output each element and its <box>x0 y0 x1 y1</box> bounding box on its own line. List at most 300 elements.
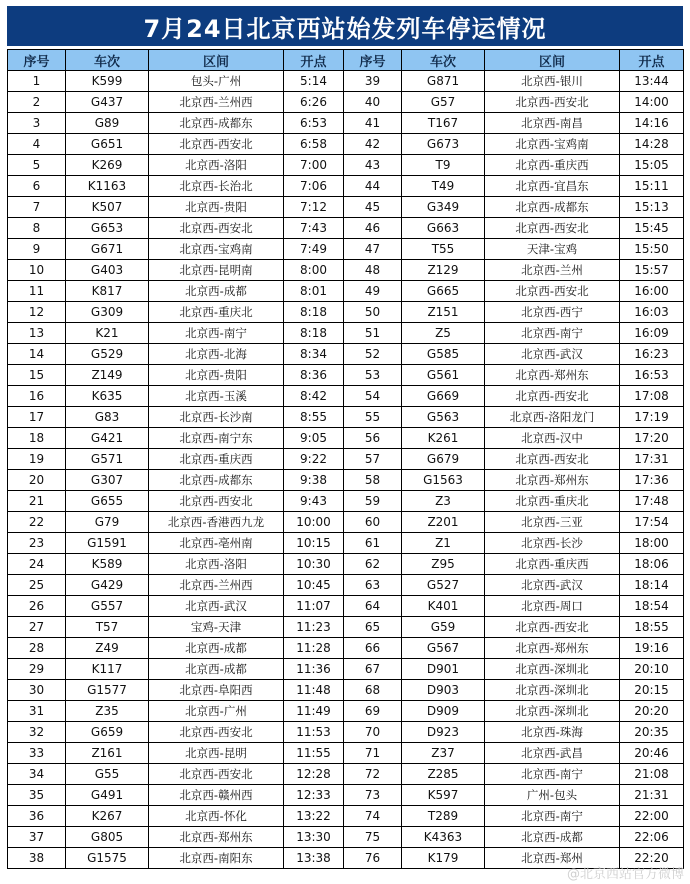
train-cell: G669 <box>402 386 485 407</box>
departure-cell: 11:28 <box>284 638 344 659</box>
train-cell: K117 <box>66 659 149 680</box>
departure-cell: 22:06 <box>620 827 684 848</box>
train-cell: G429 <box>66 575 149 596</box>
train-cell: K507 <box>66 197 149 218</box>
seq-cell: 55 <box>344 407 402 428</box>
header-train: 车次 <box>402 50 485 71</box>
departure-cell: 9:22 <box>284 449 344 470</box>
seq-cell: 12 <box>8 302 66 323</box>
train-cell: K817 <box>66 281 149 302</box>
route-cell: 包头-广州 <box>149 71 284 92</box>
table-row <box>8 617 684 638</box>
train-cell: T57 <box>66 617 149 638</box>
departure-cell: 11:23 <box>284 617 344 638</box>
route-cell: 北京西-南宁 <box>485 764 620 785</box>
route-cell: 北京西-广州 <box>149 701 284 722</box>
departure-cell: 22:20 <box>620 848 684 869</box>
train-cell: Z1 <box>402 533 485 554</box>
departure-cell: 13:44 <box>620 71 684 92</box>
train-cell: G491 <box>66 785 149 806</box>
seq-cell: 13 <box>8 323 66 344</box>
table-row <box>8 512 684 533</box>
header-seq: 序号 <box>8 50 66 71</box>
train-cell: G59 <box>402 617 485 638</box>
departure-cell: 8:18 <box>284 323 344 344</box>
train-cell: Z201 <box>402 512 485 533</box>
train-cell: G57 <box>402 92 485 113</box>
table-row <box>8 491 684 512</box>
table-row <box>8 554 684 575</box>
route-cell: 北京西-亳州南 <box>149 533 284 554</box>
seq-cell: 58 <box>344 470 402 491</box>
route-cell: 北京西-重庆北 <box>485 491 620 512</box>
train-cell: Z37 <box>402 743 485 764</box>
departure-cell: 12:33 <box>284 785 344 806</box>
departure-cell: 10:00 <box>284 512 344 533</box>
route-cell: 北京西-宝鸡南 <box>149 239 284 260</box>
train-cell: G671 <box>66 239 149 260</box>
route-cell: 北京西-宝鸡南 <box>485 134 620 155</box>
route-cell: 北京西-怀化 <box>149 806 284 827</box>
route-cell: 北京西-西安北 <box>149 764 284 785</box>
table-row <box>8 596 684 617</box>
departure-cell: 6:53 <box>284 113 344 134</box>
route-cell: 北京西-武汉 <box>485 344 620 365</box>
train-cell: T167 <box>402 113 485 134</box>
table-row <box>8 92 684 113</box>
departure-cell: 20:10 <box>620 659 684 680</box>
table-row <box>8 701 684 722</box>
seq-cell: 64 <box>344 596 402 617</box>
seq-cell: 18 <box>8 428 66 449</box>
table-row <box>8 785 684 806</box>
seq-cell: 68 <box>344 680 402 701</box>
departure-cell: 15:45 <box>620 218 684 239</box>
seq-cell: 7 <box>8 197 66 218</box>
route-cell: 北京西-重庆西 <box>485 155 620 176</box>
train-cell: Z35 <box>66 701 149 722</box>
route-cell: 北京西-郑州东 <box>485 470 620 491</box>
departure-cell: 18:55 <box>620 617 684 638</box>
table-row <box>8 638 684 659</box>
seq-cell: 66 <box>344 638 402 659</box>
route-cell: 北京西-西宁 <box>485 302 620 323</box>
seq-cell: 9 <box>8 239 66 260</box>
train-cell: Z95 <box>402 554 485 575</box>
route-cell: 北京西-南阳东 <box>149 848 284 869</box>
seq-cell: 22 <box>8 512 66 533</box>
departure-cell: 22:00 <box>620 806 684 827</box>
table-row <box>8 302 684 323</box>
route-cell: 北京西-玉溪 <box>149 386 284 407</box>
route-cell: 北京西-深圳北 <box>485 659 620 680</box>
train-cell: G1591 <box>66 533 149 554</box>
table-row <box>8 197 684 218</box>
departure-cell: 15:50 <box>620 239 684 260</box>
departure-cell: 13:22 <box>284 806 344 827</box>
departure-cell: 18:06 <box>620 554 684 575</box>
departure-cell: 20:20 <box>620 701 684 722</box>
train-cell: G421 <box>66 428 149 449</box>
train-cell: D923 <box>402 722 485 743</box>
seq-cell: 1 <box>8 71 66 92</box>
header-time: 开点 <box>284 50 344 71</box>
route-cell: 北京西-西安北 <box>485 92 620 113</box>
train-cell: T55 <box>402 239 485 260</box>
route-cell: 北京西-成都 <box>485 827 620 848</box>
seq-cell: 57 <box>344 449 402 470</box>
seq-cell: 41 <box>344 113 402 134</box>
route-cell: 北京西-长沙南 <box>149 407 284 428</box>
train-cell: Z285 <box>402 764 485 785</box>
route-cell: 北京西-武汉 <box>485 575 620 596</box>
train-cell: G871 <box>402 71 485 92</box>
route-cell: 北京西-武汉 <box>149 596 284 617</box>
route-cell: 北京西-贵阳 <box>149 197 284 218</box>
route-cell: 宝鸡-天津 <box>149 617 284 638</box>
seq-cell: 3 <box>8 113 66 134</box>
route-cell: 北京西-西安北 <box>485 218 620 239</box>
train-cell: G529 <box>66 344 149 365</box>
departure-cell: 7:43 <box>284 218 344 239</box>
route-cell: 北京西-南宁 <box>149 323 284 344</box>
table-row <box>8 176 684 197</box>
train-cell: G403 <box>66 260 149 281</box>
table-row <box>8 449 684 470</box>
route-cell: 北京西-西安北 <box>149 491 284 512</box>
table-row <box>8 722 684 743</box>
train-cell: G679 <box>402 449 485 470</box>
seq-cell: 26 <box>8 596 66 617</box>
train-cell: Z151 <box>402 302 485 323</box>
seq-cell: 51 <box>344 323 402 344</box>
train-cell: K401 <box>402 596 485 617</box>
route-cell: 北京西-洛阳 <box>149 554 284 575</box>
route-cell: 北京西-重庆北 <box>149 302 284 323</box>
route-cell: 北京西-昆明南 <box>149 260 284 281</box>
departure-cell: 11:36 <box>284 659 344 680</box>
departure-cell: 18:14 <box>620 575 684 596</box>
train-cell: G665 <box>402 281 485 302</box>
seq-cell: 17 <box>8 407 66 428</box>
watermark: @北京西站官方微博 <box>566 867 684 882</box>
departure-cell: 16:23 <box>620 344 684 365</box>
route-cell: 北京西-重庆西 <box>485 554 620 575</box>
seq-cell: 23 <box>8 533 66 554</box>
seq-cell: 74 <box>344 806 402 827</box>
departure-cell: 16:00 <box>620 281 684 302</box>
route-cell: 北京西-西安北 <box>149 722 284 743</box>
departure-cell: 18:00 <box>620 533 684 554</box>
route-cell: 北京西-赣州西 <box>149 785 284 806</box>
table-row <box>8 365 684 386</box>
departure-cell: 11:07 <box>284 596 344 617</box>
route-cell: 广州-包头 <box>485 785 620 806</box>
train-cell: G79 <box>66 512 149 533</box>
seq-cell: 71 <box>344 743 402 764</box>
route-cell: 北京西-银川 <box>485 71 620 92</box>
train-cell: G307 <box>66 470 149 491</box>
train-cell: Z5 <box>402 323 485 344</box>
seq-cell: 35 <box>8 785 66 806</box>
route-cell: 北京西-武昌 <box>485 743 620 764</box>
departure-cell: 5:14 <box>284 71 344 92</box>
train-cell: G55 <box>66 764 149 785</box>
seq-cell: 42 <box>344 134 402 155</box>
seq-cell: 28 <box>8 638 66 659</box>
seq-cell: 72 <box>344 764 402 785</box>
departure-cell: 11:49 <box>284 701 344 722</box>
seq-cell: 39 <box>344 71 402 92</box>
train-cell: K599 <box>66 71 149 92</box>
table-row <box>8 470 684 491</box>
header-seq: 序号 <box>344 50 402 71</box>
train-cell: K269 <box>66 155 149 176</box>
train-cell: K589 <box>66 554 149 575</box>
seq-cell: 59 <box>344 491 402 512</box>
train-cell: G585 <box>402 344 485 365</box>
seq-cell: 60 <box>344 512 402 533</box>
route-cell: 北京西-成都东 <box>149 113 284 134</box>
route-cell: 天津-宝鸡 <box>485 239 620 260</box>
departure-cell: 10:15 <box>284 533 344 554</box>
seq-cell: 61 <box>344 533 402 554</box>
header-route: 区间 <box>485 50 620 71</box>
table-row <box>8 827 684 848</box>
departure-cell: 8:00 <box>284 260 344 281</box>
table-row <box>8 743 684 764</box>
departure-cell: 15:05 <box>620 155 684 176</box>
departure-cell: 16:09 <box>620 323 684 344</box>
departure-cell: 10:45 <box>284 575 344 596</box>
seq-cell: 67 <box>344 659 402 680</box>
route-cell: 北京西-深圳北 <box>485 680 620 701</box>
departure-cell: 11:48 <box>284 680 344 701</box>
departure-cell: 8:36 <box>284 365 344 386</box>
departure-cell: 20:35 <box>620 722 684 743</box>
seq-cell: 47 <box>344 239 402 260</box>
train-cell: G561 <box>402 365 485 386</box>
seq-cell: 56 <box>344 428 402 449</box>
departure-cell: 17:08 <box>620 386 684 407</box>
seq-cell: 65 <box>344 617 402 638</box>
seq-cell: 53 <box>344 365 402 386</box>
seq-cell: 5 <box>8 155 66 176</box>
table-header-row <box>8 50 684 71</box>
seq-cell: 40 <box>344 92 402 113</box>
departure-cell: 14:16 <box>620 113 684 134</box>
departure-cell: 20:15 <box>620 680 684 701</box>
departure-cell: 21:08 <box>620 764 684 785</box>
route-cell: 北京西-阜阳西 <box>149 680 284 701</box>
seq-cell: 37 <box>8 827 66 848</box>
table-row <box>8 848 684 869</box>
departure-cell: 18:54 <box>620 596 684 617</box>
train-cell: T289 <box>402 806 485 827</box>
seq-cell: 76 <box>344 848 402 869</box>
departure-cell: 8:01 <box>284 281 344 302</box>
table-row <box>8 806 684 827</box>
departure-cell: 17:31 <box>620 449 684 470</box>
route-cell: 北京西-长治北 <box>149 176 284 197</box>
train-cell: G663 <box>402 218 485 239</box>
route-cell: 北京西-长沙 <box>485 533 620 554</box>
train-cell: G655 <box>66 491 149 512</box>
table-row <box>8 575 684 596</box>
route-cell: 北京西-洛阳龙门 <box>485 407 620 428</box>
route-cell: 北京西-香港西九龙 <box>149 512 284 533</box>
seq-cell: 19 <box>8 449 66 470</box>
route-cell: 北京西-西安北 <box>485 386 620 407</box>
route-cell: 北京西-成都 <box>149 281 284 302</box>
train-cell: G1575 <box>66 848 149 869</box>
train-cell: Z49 <box>66 638 149 659</box>
seq-cell: 31 <box>8 701 66 722</box>
train-cell: G1577 <box>66 680 149 701</box>
train-cell: G83 <box>66 407 149 428</box>
departure-cell: 6:26 <box>284 92 344 113</box>
seq-cell: 6 <box>8 176 66 197</box>
route-cell: 北京西-三亚 <box>485 512 620 533</box>
seq-cell: 52 <box>344 344 402 365</box>
departure-cell: 16:53 <box>620 365 684 386</box>
departure-cell: 8:34 <box>284 344 344 365</box>
train-cell: G309 <box>66 302 149 323</box>
departure-cell: 20:46 <box>620 743 684 764</box>
departure-cell: 14:28 <box>620 134 684 155</box>
train-cell: G659 <box>66 722 149 743</box>
table-row <box>8 428 684 449</box>
train-cell: G1563 <box>402 470 485 491</box>
departure-cell: 10:30 <box>284 554 344 575</box>
departure-cell: 21:31 <box>620 785 684 806</box>
header-route: 区间 <box>149 50 284 71</box>
seq-cell: 50 <box>344 302 402 323</box>
route-cell: 北京西-成都 <box>149 659 284 680</box>
train-cell: G651 <box>66 134 149 155</box>
train-cell: K1163 <box>66 176 149 197</box>
seq-cell: 20 <box>8 470 66 491</box>
departure-cell: 7:00 <box>284 155 344 176</box>
seq-cell: 15 <box>8 365 66 386</box>
table-row <box>8 155 684 176</box>
route-cell: 北京西-北海 <box>149 344 284 365</box>
route-cell: 北京西-珠海 <box>485 722 620 743</box>
departure-cell: 11:53 <box>284 722 344 743</box>
route-cell: 北京西-兰州西 <box>149 575 284 596</box>
route-cell: 北京西-洛阳 <box>149 155 284 176</box>
seq-cell: 44 <box>344 176 402 197</box>
table-row <box>8 239 684 260</box>
route-cell: 北京西-兰州西 <box>149 92 284 113</box>
departure-cell: 16:03 <box>620 302 684 323</box>
route-cell: 北京西-周口 <box>485 596 620 617</box>
train-cell: G805 <box>66 827 149 848</box>
train-cell: Z149 <box>66 365 149 386</box>
train-cell: G673 <box>402 134 485 155</box>
seq-cell: 29 <box>8 659 66 680</box>
route-cell: 北京西-西安北 <box>149 134 284 155</box>
table-row <box>8 533 684 554</box>
table-row <box>8 323 684 344</box>
seq-cell: 33 <box>8 743 66 764</box>
departure-cell: 8:18 <box>284 302 344 323</box>
departure-cell: 13:38 <box>284 848 344 869</box>
seq-cell: 11 <box>8 281 66 302</box>
train-cell: K179 <box>402 848 485 869</box>
seq-cell: 30 <box>8 680 66 701</box>
seq-cell: 16 <box>8 386 66 407</box>
seq-cell: 21 <box>8 491 66 512</box>
route-cell: 北京西-南昌 <box>485 113 620 134</box>
seq-cell: 46 <box>344 218 402 239</box>
seq-cell: 2 <box>8 92 66 113</box>
seq-cell: 75 <box>344 827 402 848</box>
route-cell: 北京西-郑州东 <box>485 365 620 386</box>
seq-cell: 36 <box>8 806 66 827</box>
table-row <box>8 659 684 680</box>
route-cell: 北京西-西安北 <box>485 449 620 470</box>
route-cell: 北京西-成都东 <box>149 470 284 491</box>
route-cell: 北京西-深圳北 <box>485 701 620 722</box>
departure-cell: 17:19 <box>620 407 684 428</box>
table-row <box>8 71 684 92</box>
header-time: 开点 <box>620 50 684 71</box>
seq-cell: 54 <box>344 386 402 407</box>
seq-cell: 49 <box>344 281 402 302</box>
train-cell: Z161 <box>66 743 149 764</box>
route-cell: 北京西-西安北 <box>485 617 620 638</box>
train-cell: Z3 <box>402 491 485 512</box>
page-title: 7月24日北京西站始发列车停运情况 <box>7 6 683 46</box>
departure-cell: 17:36 <box>620 470 684 491</box>
seq-cell: 4 <box>8 134 66 155</box>
seq-cell: 27 <box>8 617 66 638</box>
departure-cell: 8:55 <box>284 407 344 428</box>
departure-cell: 14:00 <box>620 92 684 113</box>
train-cell: G89 <box>66 113 149 134</box>
table-row <box>8 218 684 239</box>
route-cell: 北京西-西安北 <box>149 218 284 239</box>
table-row <box>8 113 684 134</box>
route-cell: 北京西-成都东 <box>485 197 620 218</box>
route-cell: 北京西-南宁东 <box>149 428 284 449</box>
route-cell: 北京西-昆明 <box>149 743 284 764</box>
train-cell: G653 <box>66 218 149 239</box>
departure-cell: 9:43 <box>284 491 344 512</box>
seq-cell: 48 <box>344 260 402 281</box>
table-row <box>8 260 684 281</box>
train-cell: T9 <box>402 155 485 176</box>
departure-cell: 9:05 <box>284 428 344 449</box>
route-cell: 北京西-成都 <box>149 638 284 659</box>
route-cell: 北京西-郑州 <box>485 848 620 869</box>
route-cell: 北京西-重庆西 <box>149 449 284 470</box>
seq-cell: 32 <box>8 722 66 743</box>
train-cell: G349 <box>402 197 485 218</box>
departure-cell: 7:12 <box>284 197 344 218</box>
seq-cell: 70 <box>344 722 402 743</box>
train-cell: G563 <box>402 407 485 428</box>
train-cell: K267 <box>66 806 149 827</box>
train-cell: Z129 <box>402 260 485 281</box>
departure-cell: 15:11 <box>620 176 684 197</box>
table-row <box>8 764 684 785</box>
train-cell: D903 <box>402 680 485 701</box>
train-cell: D909 <box>402 701 485 722</box>
table-row <box>8 134 684 155</box>
departure-cell: 15:13 <box>620 197 684 218</box>
